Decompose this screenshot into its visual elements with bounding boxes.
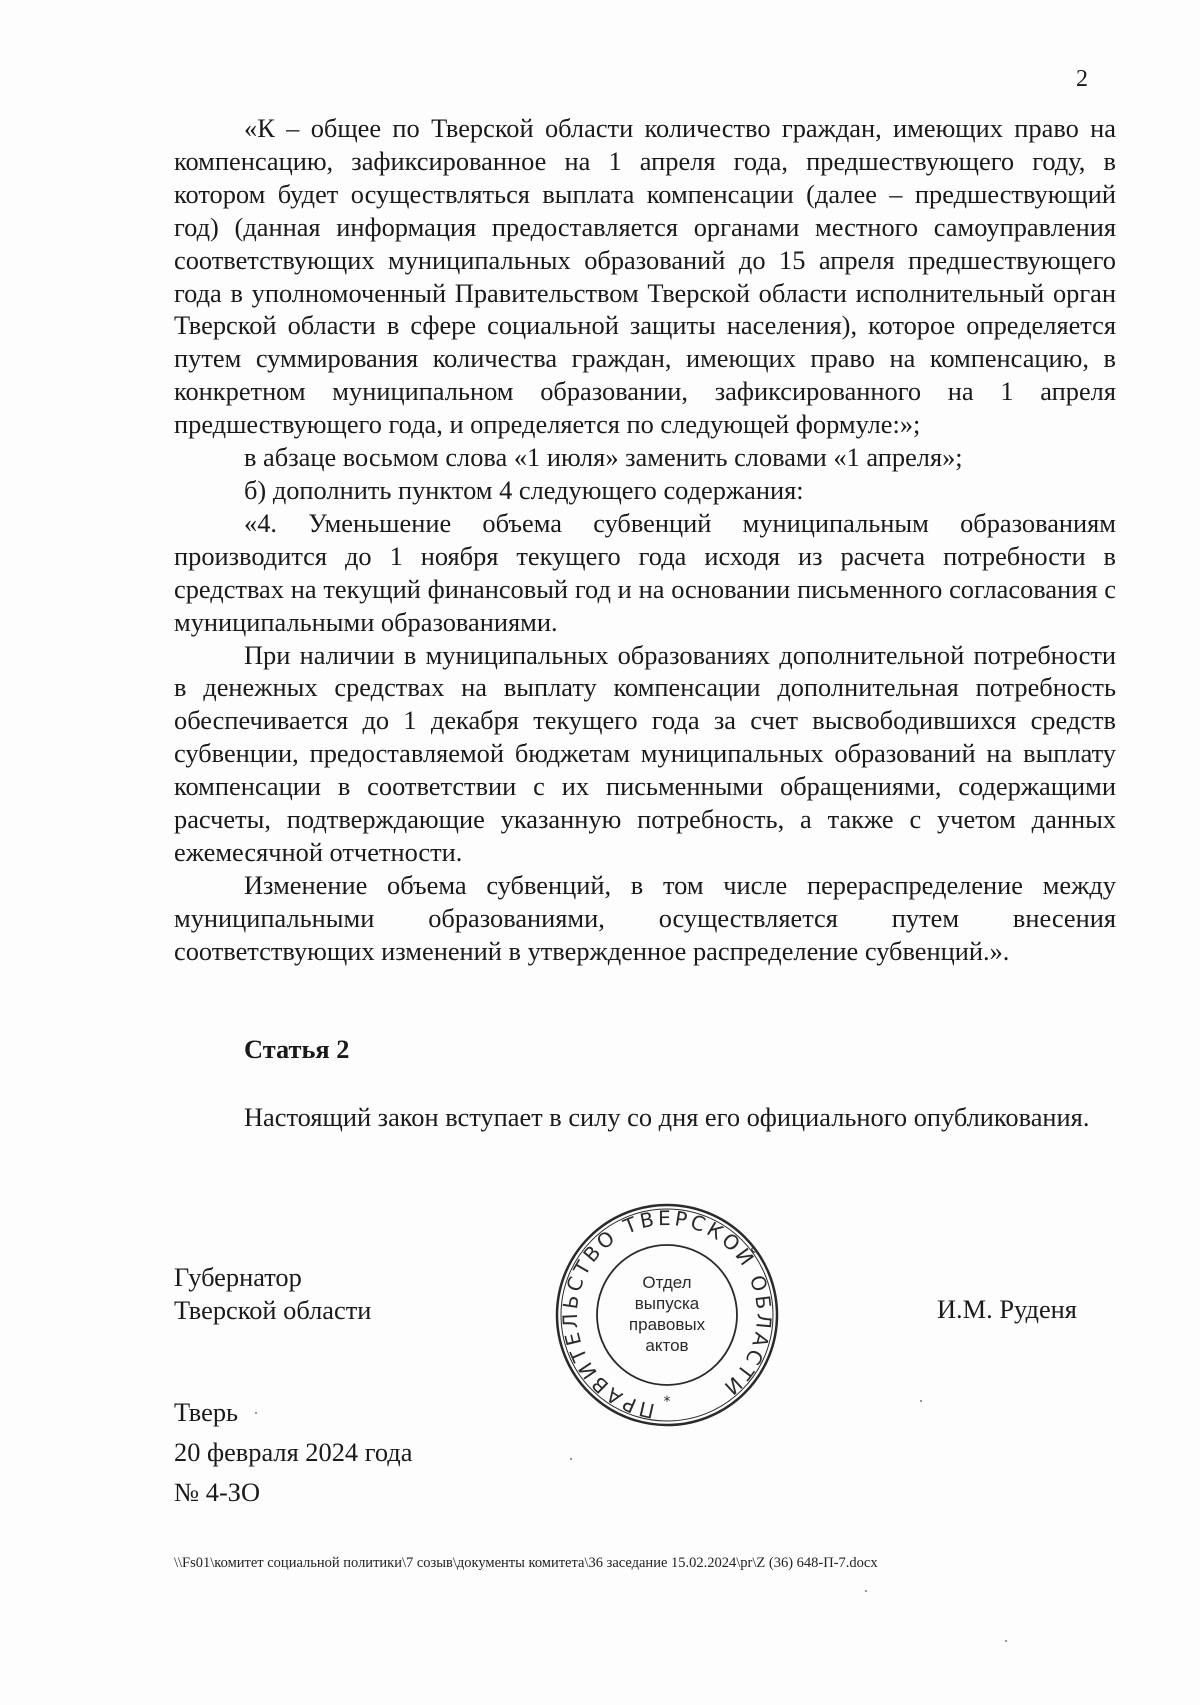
stamp-line: выпуска — [634, 1294, 700, 1313]
paragraph: «4. Уменьшение объема субвенций муниципальным образованиям производится до 1 ноября текущего года исходя из расчета потребности в средствах на текущий финансовый год и на основании письменного согласования с муниципальными образованиями. — [174, 507, 1116, 637]
scan-speck — [570, 1458, 572, 1460]
stamp-line: актов — [645, 1336, 689, 1355]
scan-speck — [920, 1400, 922, 1402]
scan-speck — [865, 1590, 867, 1592]
page-number: 2 — [1076, 66, 1088, 92]
paragraph: в абзаце восьмом слова «1 июля» заменить словами «1 апреля»; — [244, 442, 963, 473]
paragraph: «К – общее по Тверской области количество граждан, имеющих право на компенсацию, зафиксированное на 1 апреля года, предшествующего году, в котором будет осуществляться выплата компенсации (далее – предшествующий год) (данная информация предоставляется органами местного самоуправления соответствующих муниципальных образований до 15 апреля предшествующего года в уполномоченный Правительством Тверской области исполнительный орган Тверской области в сфере социальной защиты населения), которое определяется путем суммирования количества граждан, имеющих право на компенсацию, в конкретном муниципальном образовании, зафиксированного на 1 апреля предшествующего года, и определяется по следующей формуле:»; — [174, 113, 1116, 440]
place: Тверь — [174, 1397, 239, 1427]
signature-name: И.М. Руденя — [937, 1294, 1077, 1324]
official-stamp — [554, 1202, 780, 1428]
paragraph: При наличии в муниципальных образованиях дополнительной потребности в денежных средствах на выплату компенсации дополнительная потребность обеспечивается до 1 декабря текущего года за счет высвободившихся средств субвенции, предоставляемой бюджетам муниципальных образований на выплату компенсации в соответствии с их письменными обращениями, содержащими расчеты, подтверждающие указанную потребность, а также с учетом данных ежемесячной отчетности. — [174, 639, 1116, 867]
document-number: № 4-ЗО — [174, 1477, 261, 1507]
stamp-star: * — [663, 1394, 671, 1410]
closing-paragraph: Настоящий закон вступает в силу со дня его официального опубликования. — [244, 1102, 1090, 1132]
scan-speck — [255, 1412, 257, 1414]
signature-position-line: Тверской области — [174, 1295, 372, 1325]
scan-speck — [1005, 1640, 1007, 1642]
article-heading: Статья 2 — [244, 1034, 350, 1064]
place-date-block — [174, 1392, 412, 1512]
stamp-line: Отдел — [642, 1273, 692, 1292]
paragraph: Изменение объема субвенций, в том числе перераспределение между муниципальными образованиями, осуществляется путем внесения соответствующих изменений в утвержденное распределение субвенций.». — [174, 869, 1116, 966]
stamp-line: правовых — [628, 1315, 706, 1334]
signature-position-line: Губернатор — [174, 1262, 302, 1292]
stamp-ring-text: ПРАВИТЕЛЬСТВО ТВЕРСКОЙ ОБЛАСТИ — [557, 1205, 777, 1424]
footer-file-path: \\Fs01\комитет социальной политики\7 созыв\документы комитета\36 заседание 15.02.2024\pr\Z (36) 648-П-7.docx — [174, 1555, 878, 1571]
date: 20 февраля 2024 года — [174, 1437, 413, 1467]
signature-position — [174, 1261, 371, 1327]
paragraph: б) дополнить пунктом 4 следующего содержания: — [244, 474, 804, 505]
document-body — [174, 112, 1116, 968]
